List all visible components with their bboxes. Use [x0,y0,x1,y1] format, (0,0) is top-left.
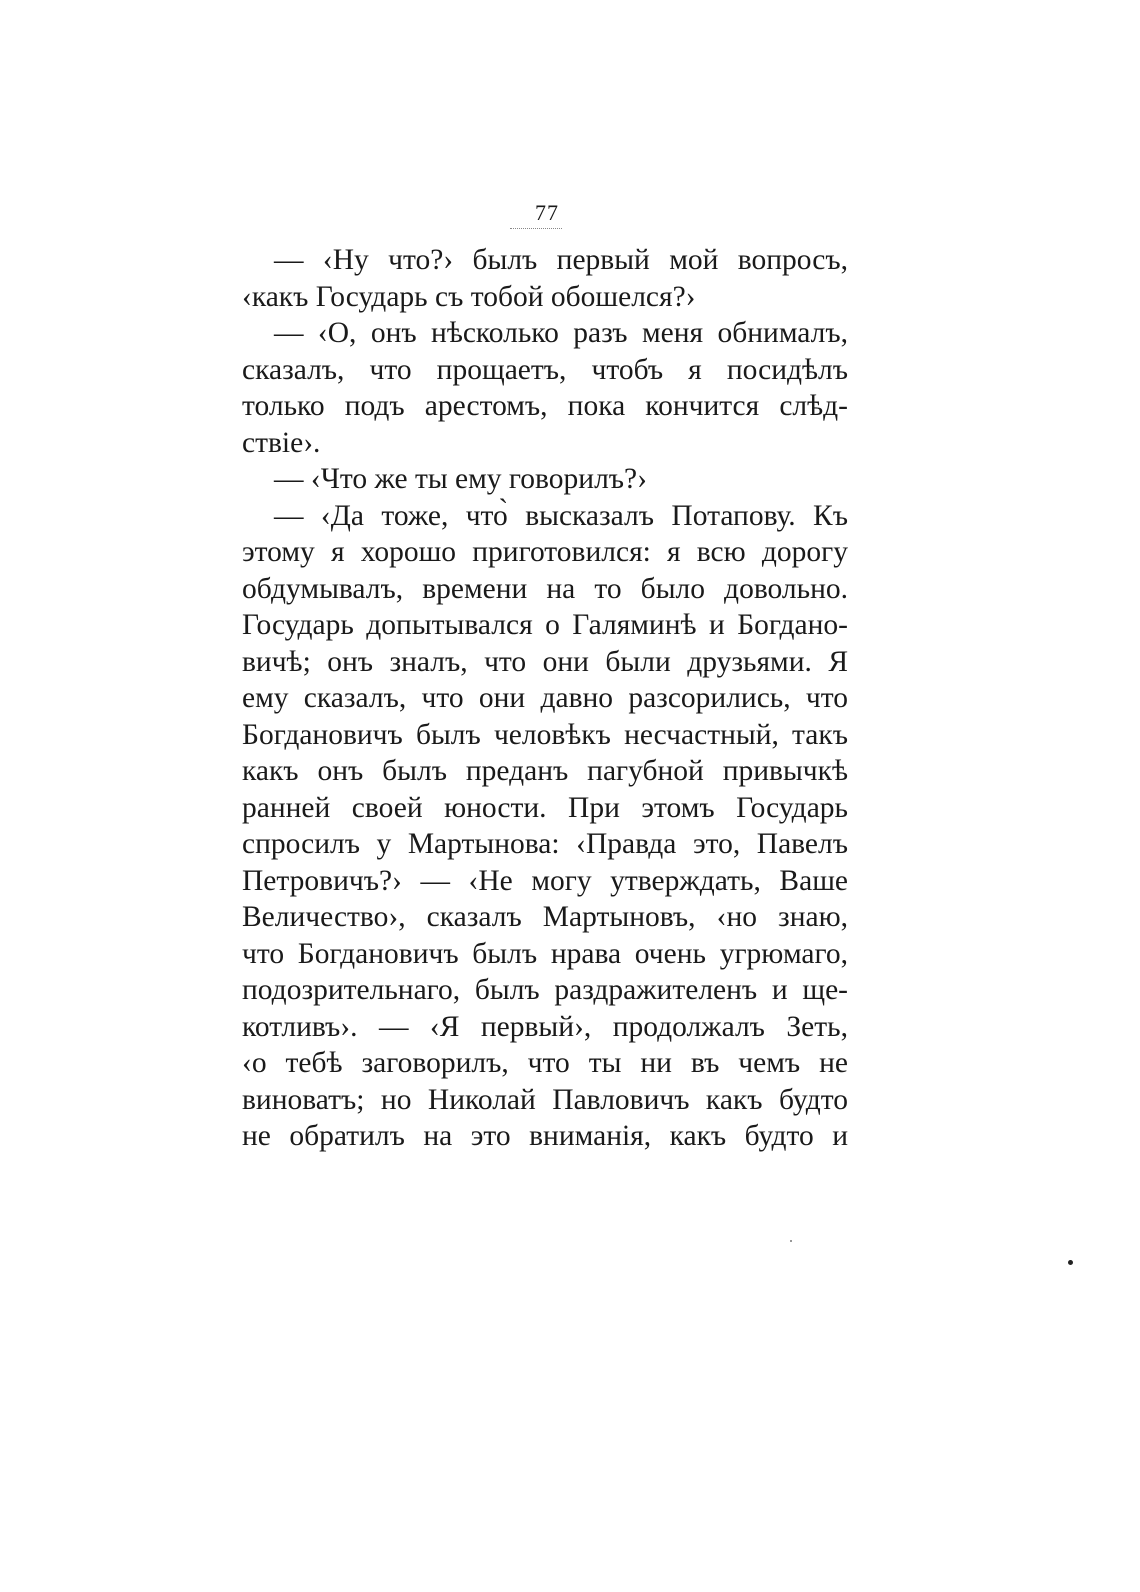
text-line: Государь допытывался о Галяминѣ и Богдано- [242,609,848,641]
text-line: Петровичъ?› — ‹Не могу утверждать, Ваше [242,864,848,897]
text-line: какъ онъ былъ преданъ пагубной привычкѣ [242,755,848,787]
page-number-rule [510,228,562,229]
text-line: ‹какъ Государь съ тобой обошелся?› [242,280,696,313]
text-line: не обратилъ на это вниманія, какъ будто и [242,1120,848,1152]
text-line: этому я хорошо приготовился: я всю дорогу [242,536,848,568]
text-line: вичѣ; онъ зналъ, что они были друзьями. Я [242,645,848,678]
text-line: ‹о тебѣ заговорилъ, что ты ни въ чемъ не [242,1047,848,1079]
text-line: — ‹Что же ты ему говорилъ?› [274,463,647,495]
text-line: — ‹Ну что?› былъ первый мой вопросъ, [274,244,848,276]
print-speck [1068,1260,1073,1265]
text-line: сказалъ, что прощаетъ, чтобъ я посидѣлъ [242,353,848,386]
text-line: — ‹О, онъ нѣсколько разъ меня обнималъ, [274,317,848,349]
text-line: виноватъ; но Николай Павловичъ какъ будто [242,1083,848,1116]
print-speck [790,1240,792,1242]
text-line: ему сказалъ, что они давно разсорились, что [242,682,848,714]
page-number: 77 [535,200,559,225]
text-line: обдумывалъ, времени на то было довольно. [242,572,848,605]
text-line: что Богдановичъ былъ нрава очень угрюмаго, [242,937,848,970]
text-line: ствіе›. [242,426,321,459]
text-line: котливъ›. — ‹Я первый›, продолжалъ Зеть, [242,1010,848,1043]
text-line: подозрительнаго, былъ раздражителенъ и ще- [242,974,848,1006]
text-line: Величество›, сказалъ Мартыновъ, ‹но знаю, [242,901,848,933]
body-text [242,242,848,1155]
text-line: только подъ арестомъ, пока кончится слѣд- [242,390,848,422]
text-line: спросилъ у Мартынова: ‹Правда это, Павелъ [242,828,848,860]
text-line: Богдановичъ былъ человѣкъ несчастный, такъ [242,718,848,751]
text-line: — ‹Да тоже, что̀ высказалъ Потапову. Къ [274,499,848,532]
text-line: ранней своей юности. При этомъ Государь [242,791,848,824]
